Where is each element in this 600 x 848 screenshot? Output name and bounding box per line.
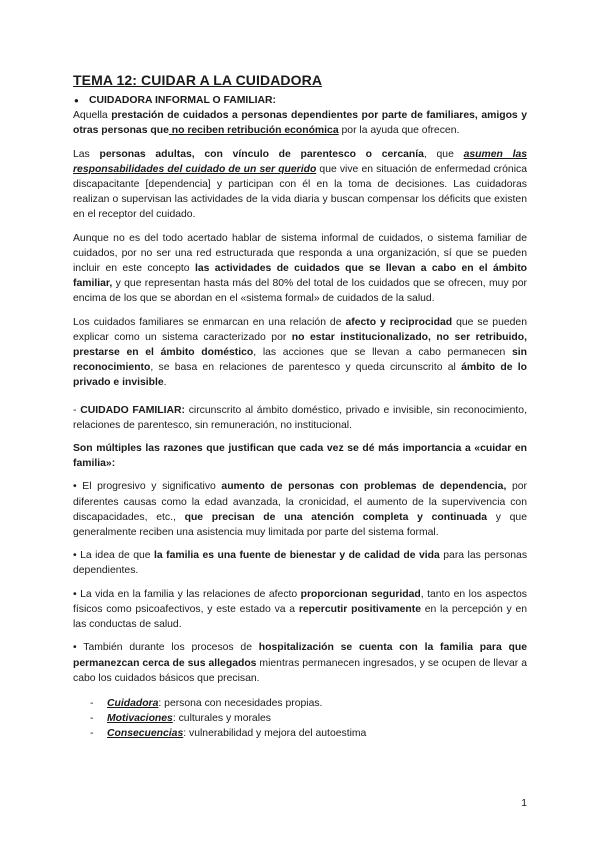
section-heading: ● CUIDADORA INFORMAL O FAMILIAR: — [73, 93, 527, 108]
paragraph-razon-seguridad: • La vida en la familia y las relaciones de afecto proporcionan seguridad, tanto en los aspectos físicos como psicoafectivos, y este estado va a repercutir positivamente en la percepción y en las conductas de salud. — [73, 588, 527, 631]
paragraph-razon-bienestar: • La idea de que la familia es una fuente de bienestar y de calidad de vida para las personas dependientes. — [73, 550, 528, 577]
paragraph-razon-dependencia: • El progresivo y significativo aumento de personas con problemas de dependencia, por diferentes causas como la edad avanzada, la cronicidad, el aumento de la supervivencia con discapacidades, etc., que precisan de una atención completa y continuada y que generalmente reciben una asistencia muy limitada por parte del sistema formal. — [73, 481, 528, 539]
paragraph-razon-hospitalizacion: • También durante los procesos de hospitalización se cuenta con la familia para que permanezcan cerca de sus allegados mientras permanecen ingresados, y se ocupen de llevar a cabo los cuidados básicos que precisan. — [73, 642, 527, 684]
paragraph-razones-heading: Son múltiples las razones que justifican que cada vez se dé más importancia a «cuidar en familia»: — [73, 443, 527, 470]
paragraph-cuidados-familiares: Los cuidados familiares se enmarcan en una relación de afecto y reciprocidad que se pueden explicar como un sistema caracterizado por no estar institucionalizado, no ser retribuido, prestarse en el ámbito doméstico, las acciones que se llevan a cabo permanecen sin reconocimiento, se basa en relaciones de parentesco y queda circunscrito al ámbito de lo privado e invisible. — [73, 316, 527, 389]
paragraph-personas-adultas: Las personas adultas, con vínculo de parentesco o cercanía, que asumen las responsabilidades del cuidado de un ser querido que vive en situación de enfermedad crónica discapacitante [dependencia] y participan con él en la toma de decisiones. Las cuidadoras realizan o supervisan las actividades de la vida diaria y buscan compensar los déficits que existen en el receptor del cuidado. — [73, 148, 528, 221]
paragraph-cuidado-familiar: - CUIDADO FAMILIAR: circunscrito al ámbito doméstico, privado e invisible, sin reconocimiento, relaciones de parentesco, sin remuneración, no institucional. — [73, 404, 527, 431]
document-page — [73, 72, 527, 742]
list-item: - Cuidadora: persona con necesidades propias. — [73, 696, 527, 711]
page-title: TEMA 12: CUIDAR A LA CUIDADORA — [73, 72, 323, 88]
list-item: - Motivaciones: culturales y morales — [73, 711, 527, 726]
list-item: - Consecuencias: vulnerabilidad y mejora del autoestima — [73, 726, 527, 741]
summary-list — [73, 696, 527, 742]
paragraph-sistema-informal: Aunque no es del todo acertado hablar de sistema informal de cuidados, o sistema familiar de cuidados, por no ser una red estructurada que responda a una organización, sí que se pueden incluir en este concepto las actividades de cuidados que se llevan a cabo en el ámbito familiar, y que representan hasta más del 80% del total de los cuidados que se ofrecen, muy por encima de los que se abordan en el «sistema formal» de cuidados de la salud. — [73, 232, 527, 305]
page-number: 1 — [521, 798, 527, 809]
paragraph-definition: Aquella prestación de cuidados a personas dependientes por parte de familiares, amigos y otras personas que no reciben retribución económica por la ayuda que ofrecen. — [73, 110, 527, 137]
